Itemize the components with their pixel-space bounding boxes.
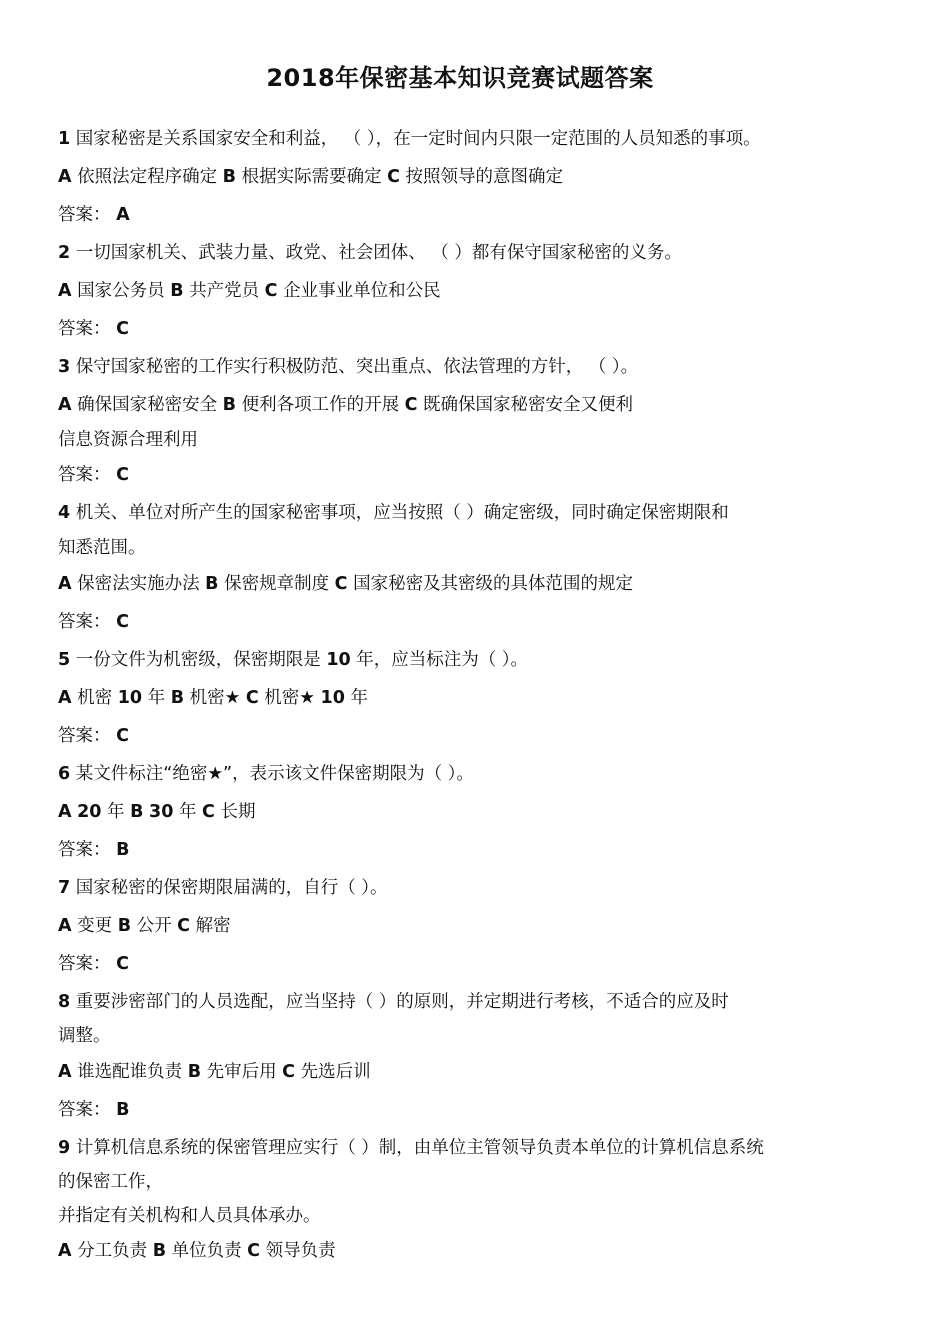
question-1-answer: 答案： A	[58, 205, 130, 225]
question-6-options: A 20 年 B 30 年 C 长期	[58, 802, 256, 822]
question-3-text: 3 保守国家秘密的工作实行积极防范、突出重点、依法管理的方针， （ ）。	[58, 357, 639, 377]
question-4-text: 4 机关、单位对所产生的国家秘密事项，应当按照（ ）确定密级，同时确定保密期限和	[58, 503, 729, 523]
question-8-answer: 答案： B	[58, 1100, 130, 1120]
question-2-text: 2 一切国家机关、武装力量、政党、社会团体、 （ ）都有保守国家秘密的义务。	[58, 243, 682, 263]
question-9-text: 9 计算机信息系统的保密管理应实行（ ）制，由单位主管领导负责本单位的计算机信息系统	[58, 1138, 764, 1158]
question-5-text: 5 一份文件为机密级，保密期限是 10 年，应当标注为（ ）。	[58, 650, 529, 670]
question-1-options: A 依照法定程序确定 B 根据实际需要确定 C 按照领导的意图确定	[58, 167, 564, 187]
question-9-text-cont-1: 的保密工作，	[58, 1172, 163, 1192]
question-9-options: A 分工负责 B 单位负责 C 领导负责	[58, 1241, 336, 1261]
question-2-answer: 答案： C	[58, 319, 129, 339]
question-8-options: A 谁选配谁负责 B 先审后用 C 先选后训	[58, 1062, 371, 1082]
question-3-options-cont: 信息资源合理利用	[58, 430, 198, 450]
question-7-options: A 变更 B 公开 C 解密	[58, 916, 231, 936]
question-4-answer: 答案： C	[58, 612, 129, 632]
question-8-text-cont: 调整。	[58, 1026, 111, 1046]
question-9-text-cont-2: 并指定有关机构和人员具体承办。	[58, 1206, 321, 1226]
question-4-options: A 保密法实施办法 B 保密规章制度 C 国家秘密及其密级的具体范围的规定	[58, 574, 634, 594]
question-8-text: 8 重要涉密部门的人员选配，应当坚持（ ）的原则，并定期进行考核，不适合的应及时	[58, 992, 729, 1012]
question-3-options: A 确保国家秘密安全 B 便利各项工作的开展 C 既确保国家秘密安全又便利	[58, 395, 634, 415]
question-7-answer: 答案： C	[58, 954, 129, 974]
question-6-text: 6 某文件标注“绝密★”，表示该文件保密期限为（ ）。	[58, 764, 474, 784]
document-title: 2018年保密基本知识竞赛试题答案	[266, 64, 654, 92]
question-4-text-cont: 知悉范围。	[58, 538, 146, 558]
question-7-text: 7 国家秘密的保密期限届满的，自行（ ）。	[58, 878, 388, 898]
question-5-options: A 机密 10 年 B 机密★ C 机密★ 10 年	[58, 688, 368, 708]
question-6-answer: 答案： B	[58, 840, 130, 860]
question-1-text: 1 国家秘密是关系国家安全和利益， （ ），在一定时间内只限一定范围的人员知悉的事项。	[58, 129, 761, 149]
question-2-options: A 国家公务员 B 共产党员 C 企业事业单位和公民	[58, 281, 441, 301]
question-5-answer: 答案： C	[58, 726, 129, 746]
question-3-answer: 答案： C	[58, 465, 129, 485]
